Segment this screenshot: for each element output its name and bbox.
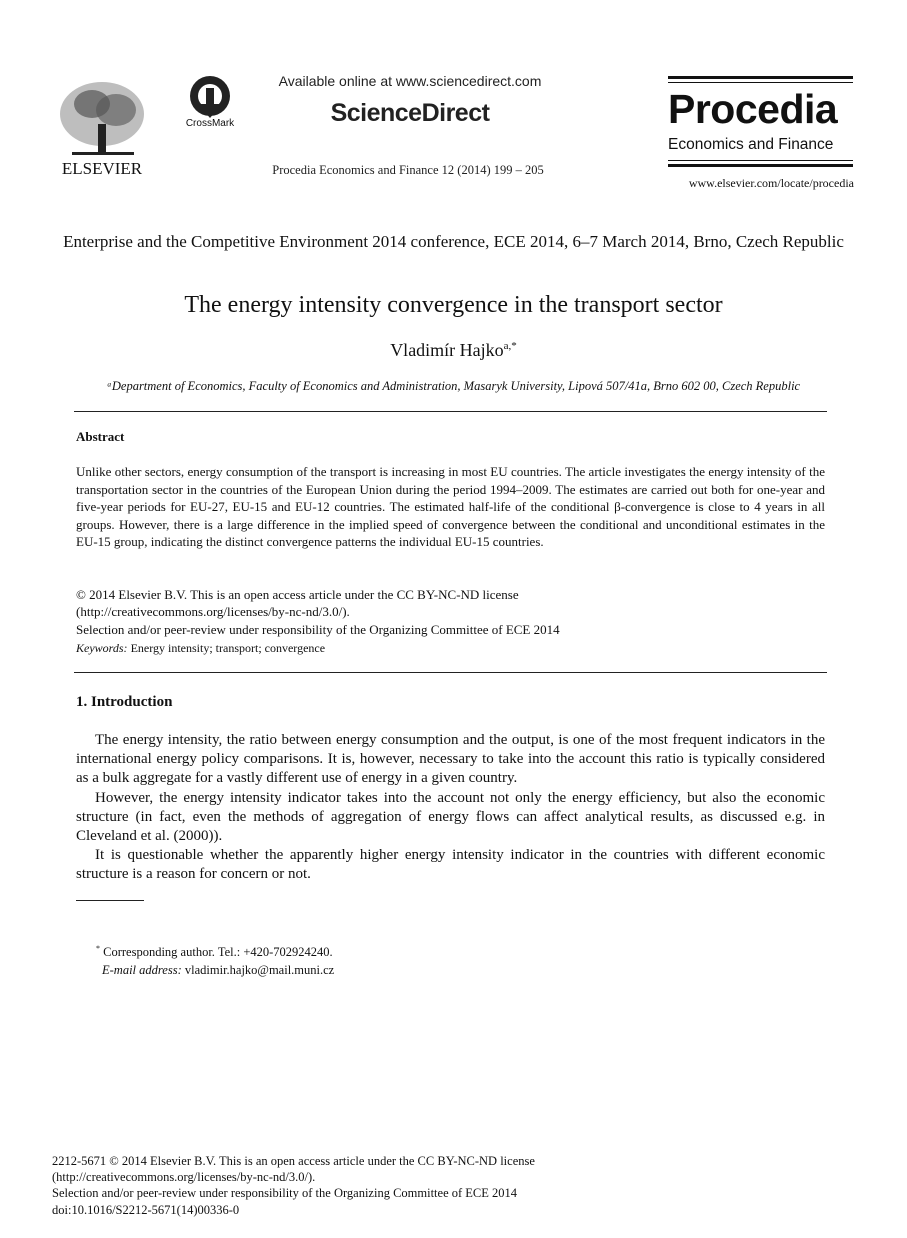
procedia-rule — [668, 160, 853, 161]
elsevier-logo — [52, 74, 152, 178]
peer-review-line: Selection and/or peer-review under responsibility of the Organizing Committee of ECE 2014 — [76, 621, 560, 637]
divider — [74, 411, 827, 412]
procedia-url[interactable]: www.elsevier.com/locate/procedia — [688, 176, 854, 190]
footnote-rule — [76, 900, 144, 901]
crossmark-label: CrossMark — [185, 118, 235, 129]
author-marks: a,* — [503, 340, 517, 352]
copyright-line: © 2014 Elsevier B.V. This is an open access article under the CC BY-NC-ND license — [76, 587, 519, 602]
procedia-title: Procedia — [668, 86, 838, 132]
divider — [74, 672, 827, 673]
keywords — [76, 641, 825, 656]
doi[interactable]: doi:10.1016/S2212-5671(14)00336-0 — [52, 1202, 240, 1217]
conference-name: Enterprise and the Competitive Environment 2014 conference, ECE 2014, 6–7 March 2014, Brno, Czech Republic — [63, 232, 844, 251]
procedia-rule — [668, 164, 853, 167]
footnote-mark: * — [96, 944, 100, 953]
section-heading: 1. Introduction — [76, 694, 173, 710]
available-online: Available online at www.sciencedirect.com — [278, 73, 542, 89]
keywords-label: Keywords: — [76, 641, 128, 655]
bottom-license-block — [52, 1153, 812, 1218]
peer-review-line: Selection and/or peer-review under responsibility of the Organizing Committee of ECE 2014 — [52, 1186, 518, 1201]
abstract-heading: Abstract — [76, 429, 125, 444]
journal-reference: Procedia Economics and Finance 12 (2014) 199 – 205 — [272, 163, 544, 177]
footnote — [96, 940, 796, 979]
email-address[interactable]: vladimir.hajko@mail.muni.cz — [184, 963, 335, 978]
author — [60, 340, 847, 361]
procedia-rule — [668, 76, 853, 79]
affiliation: ᵃDepartment of Economics, Faculty of Economics and Administration, Masaryk University, Lipová 507/41a, Brno 602 00, Czech Republic — [106, 379, 801, 393]
keywords-list: Energy intensity; transport; convergence — [130, 641, 326, 655]
copyright-notice — [76, 586, 825, 638]
introduction-body — [76, 731, 825, 885]
license-link[interactable]: (http://creativecommons.org/licenses/by-nc-nd/3.0/). — [52, 1170, 316, 1185]
email-label: E-mail address: — [102, 963, 182, 978]
procedia-rule — [668, 82, 853, 83]
author-name: Vladimír Hajko — [390, 340, 504, 360]
license-link[interactable]: (http://creativecommons.org/licenses/by-nc-nd/3.0/). — [76, 604, 350, 620]
issn-copyright: 2212-5671 © 2014 Elsevier B.V. This is an open access article under the CC BY-NC-ND license — [52, 1154, 535, 1168]
sciencedirect-brand[interactable]: ScienceDirect — [330, 99, 490, 127]
paragraph: It is questionable whether the apparently higher energy intensity indicator in the countries with different economic structure is a reason for concern or not. — [76, 847, 825, 883]
paper-title: The energy intensity convergence in the transport sector — [184, 292, 723, 318]
abstract-text: Unlike other sectors, energy consumption of the transport is increasing in most EU countries. The article investigates the energy intensity of the transportation sector in the countries of the European Union during the period 1994–2009. The estimates are carried out both for one-year and five-year periods for EU-27, EU-15 and EU-12 countries. The estimated half-life of the conditional β-convergence is close to 4 years in all groups. However, there is a large difference in the implied speed of convergence between the conditional and unconditional estimates in the EU-15 group, indicating the distinct convergence patterns the individual EU-15 countries. — [76, 464, 825, 550]
paragraph: However, the energy intensity indicator takes into the account not only the energy efficiency, but also the economic structure (in fact, even the methods of aggregation of energy flows can affect analytical results, as discussed e.g. in Cleveland et al. (2000)). — [76, 789, 825, 845]
paragraph: The energy intensity, the ratio between energy consumption and the output, is one of the most frequent indicators in the international energy policy comparisons. It is, however, necessary to take into the account this ratio is typically considered as a bulk aggregate for a vastly different use of energy in a given country. — [76, 732, 825, 787]
procedia-subtitle: Economics and Finance — [668, 136, 834, 153]
elsevier-wordmark: ELSEVIER — [61, 159, 143, 178]
corresponding-author: Corresponding author. Tel.: +420-702924240. — [103, 945, 333, 960]
